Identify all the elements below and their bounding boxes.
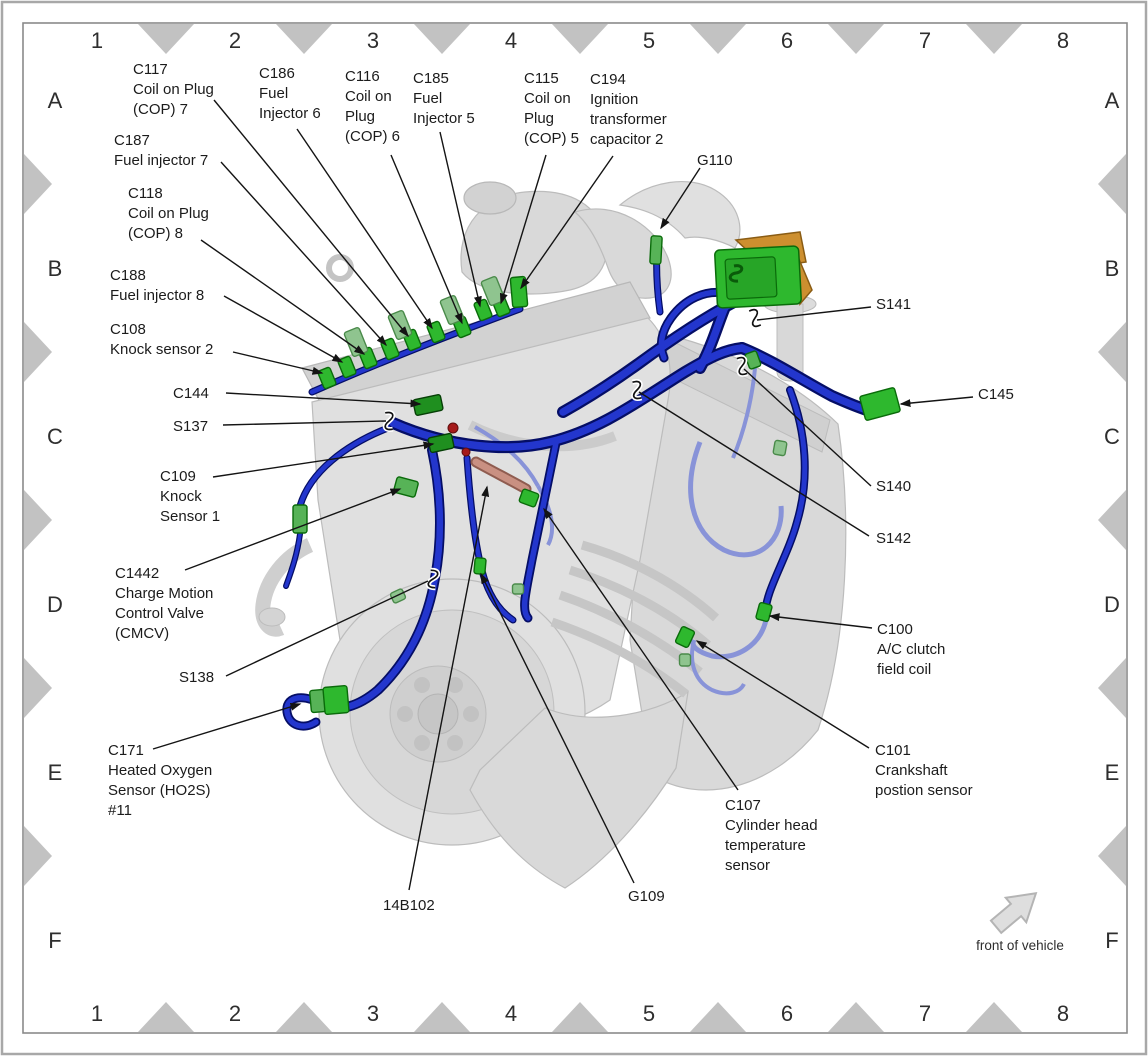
callout-line: C171 <box>108 742 144 759</box>
grid-marker-bottom <box>552 1002 608 1032</box>
callout-line: G109 <box>628 888 665 905</box>
leader-line-C188 <box>224 296 342 362</box>
callout-line: Knock <box>160 488 202 505</box>
callout-line: Control Valve <box>115 605 204 622</box>
grid-col-bottom-8: 8 <box>1056 1001 1070 1026</box>
grid-col-top-5: 5 <box>642 28 656 53</box>
grid-row-right-F: F <box>1105 928 1119 953</box>
callout-line: C188 <box>110 267 146 284</box>
grid-row-left-F: F <box>48 928 62 953</box>
grid-row-left-C: C <box>47 424 63 449</box>
leader-line-C145 <box>901 397 973 404</box>
grid-col-top-2: 2 <box>228 28 242 53</box>
callout-line: Coil on Plug <box>133 81 214 98</box>
connector-clip-2 <box>773 440 787 456</box>
connector-cop-6 <box>388 310 413 340</box>
grid-marker-top <box>966 24 1022 54</box>
callout-line: C187 <box>114 132 150 149</box>
connector-G109-target <box>474 558 486 575</box>
red-seal <box>462 448 470 456</box>
grid-row-left-A: A <box>47 88 63 113</box>
callout-line: (COP) 6 <box>345 128 401 145</box>
callout-line: C100 <box>877 621 913 638</box>
grid-marker-left <box>24 154 52 214</box>
S141-mark <box>745 307 766 329</box>
callout-line: C145 <box>978 386 1014 403</box>
callout-line: Coil on <box>345 88 392 105</box>
hub-bore <box>418 694 458 734</box>
grid-col-bottom-4: 4 <box>504 1001 518 1026</box>
grid-col-bottom-7: 7 <box>918 1001 932 1026</box>
leader-line-C171 <box>153 704 300 749</box>
callout-line: S137 <box>173 418 209 435</box>
callout-line: C116 <box>345 68 380 85</box>
grid-marker-left <box>24 826 52 886</box>
callout-line: C108 <box>110 321 146 338</box>
grid-col-top-1: 1 <box>90 28 104 53</box>
connector-G110-target <box>650 236 662 265</box>
red-seal <box>448 423 458 433</box>
leader-line-C186 <box>297 129 432 328</box>
grid-row-left-B: B <box>47 256 63 281</box>
callout-line: transformer <box>590 111 667 128</box>
grid-col-top-8: 8 <box>1056 28 1070 53</box>
callout-line: #11 <box>108 802 132 819</box>
callout-line: S138 <box>179 669 215 686</box>
callout-line: Crankshaft <box>875 762 948 779</box>
grid-row-right-D: D <box>1104 592 1120 617</box>
connector-clip-4 <box>513 584 524 594</box>
leader-line-C117 <box>214 100 408 336</box>
callout-line: Injector 5 <box>413 110 475 127</box>
callout-line: (CMCV) <box>115 625 170 642</box>
grid-row-right-B: B <box>1104 256 1120 281</box>
lift-hook <box>329 257 351 279</box>
callout-line: G110 <box>697 152 733 169</box>
grid-col-bottom-5: 5 <box>642 1001 656 1026</box>
grid-marker-top <box>276 24 332 54</box>
grid-marker-bottom <box>276 1002 332 1032</box>
exhaust-tip <box>259 608 285 626</box>
connector-clip-3 <box>680 654 691 666</box>
grid-marker-left <box>24 322 52 382</box>
callout-line: Ignition <box>590 91 639 108</box>
grid-marker-left <box>24 658 52 718</box>
callout-line: Injector 6 <box>259 105 321 122</box>
callout-line: C186 <box>259 65 295 82</box>
grid-row-right-A: A <box>1104 88 1120 113</box>
grid-marker-bottom <box>828 1002 884 1032</box>
callout-line: Fuel <box>259 85 289 102</box>
front-of-vehicle-arrow-icon <box>986 881 1046 939</box>
callout-line: C115 <box>524 70 559 87</box>
grid-marker-top <box>138 24 194 54</box>
grid-col-bottom-2: 2 <box>228 1001 242 1026</box>
front-of-vehicle-label: front of vehicle <box>976 938 1064 953</box>
callout-line: C194 <box>590 71 626 88</box>
callout-line: A/C clutch <box>877 641 946 658</box>
grid-marker-right <box>1098 322 1126 382</box>
leader-line-C108 <box>233 352 322 373</box>
grid-row-left-E: E <box>47 760 63 785</box>
callout-line: (COP) 7 <box>133 101 189 118</box>
grid-row-right-C: C <box>1104 424 1120 449</box>
callout-line: sensor <box>725 857 771 874</box>
grid-row-right-E: E <box>1104 760 1120 785</box>
callout-line: Plug <box>524 110 555 127</box>
callout-line: C144 <box>173 385 209 402</box>
grid-col-top-3: 3 <box>366 28 380 53</box>
grid-col-bottom-6: 6 <box>780 1001 794 1026</box>
callout-line: (COP) 8 <box>128 225 184 242</box>
grid-marker-top <box>690 24 746 54</box>
grid-marker-right <box>1098 658 1126 718</box>
callout-line: Knock sensor 2 <box>110 341 214 358</box>
callout-line: Coil on Plug <box>128 205 209 222</box>
grid-marker-right <box>1098 826 1126 886</box>
callout-line: 14B102 <box>383 897 435 914</box>
grid-col-top-4: 4 <box>504 28 518 53</box>
callout-line: Fuel injector 8 <box>110 287 205 304</box>
grid-col-top-7: 7 <box>918 28 932 53</box>
front-of-vehicle-indicator <box>976 881 1064 953</box>
grid-marker-bottom <box>690 1002 746 1032</box>
callout-line: Charge Motion <box>115 585 214 602</box>
callout-line: Sensor (HO2S) <box>108 782 211 799</box>
grid-col-bottom-3: 3 <box>366 1001 380 1026</box>
grid-marker-right <box>1098 154 1126 214</box>
callout-line: C109 <box>160 468 196 485</box>
grid-marker-top <box>414 24 470 54</box>
callout-line: capacitor 2 <box>590 131 664 148</box>
grid-marker-bottom <box>966 1002 1022 1032</box>
callout-line: Fuel <box>413 90 443 107</box>
grid-col-bottom-1: 1 <box>90 1001 104 1026</box>
callout-line: postion sensor <box>875 782 973 799</box>
callout-line: C185 <box>413 70 449 87</box>
leader-line-C187 <box>221 162 386 345</box>
callout-line: (COP) 5 <box>524 130 580 147</box>
callout-line: S140 <box>876 478 912 495</box>
callout-line: S141 <box>876 296 912 313</box>
callout-line: Sensor 1 <box>160 508 221 525</box>
callout-line: C1442 <box>115 565 160 582</box>
grid-marker-right <box>1098 490 1126 550</box>
callout-line: Heated Oxygen <box>108 762 213 779</box>
module-face <box>725 257 777 300</box>
grid-marker-bottom <box>138 1002 194 1032</box>
grid-col-top-6: 6 <box>780 28 794 53</box>
callout-line: temperature <box>725 837 806 854</box>
throttle-snout <box>464 182 516 214</box>
callout-line: S142 <box>876 530 912 547</box>
callout-line: C118 <box>128 185 163 202</box>
callout-line: Fuel injector 7 <box>114 152 209 169</box>
grid-marker-bottom <box>414 1002 470 1032</box>
grid-marker-left <box>24 490 52 550</box>
callout-line: Coil on <box>524 90 571 107</box>
callout-line: Plug <box>345 108 376 125</box>
grid-marker-top <box>828 24 884 54</box>
grid-row-left-D: D <box>47 592 63 617</box>
connector-C145-target <box>859 387 900 420</box>
connector-C171-target <box>323 686 349 715</box>
callout-line: Cylinder head <box>725 817 818 834</box>
callout-line: C107 <box>725 797 761 814</box>
callout-line: field coil <box>877 661 932 678</box>
callout-line: C101 <box>875 742 911 759</box>
callout-line: C117 <box>133 61 168 78</box>
grid-marker-top <box>552 24 608 54</box>
